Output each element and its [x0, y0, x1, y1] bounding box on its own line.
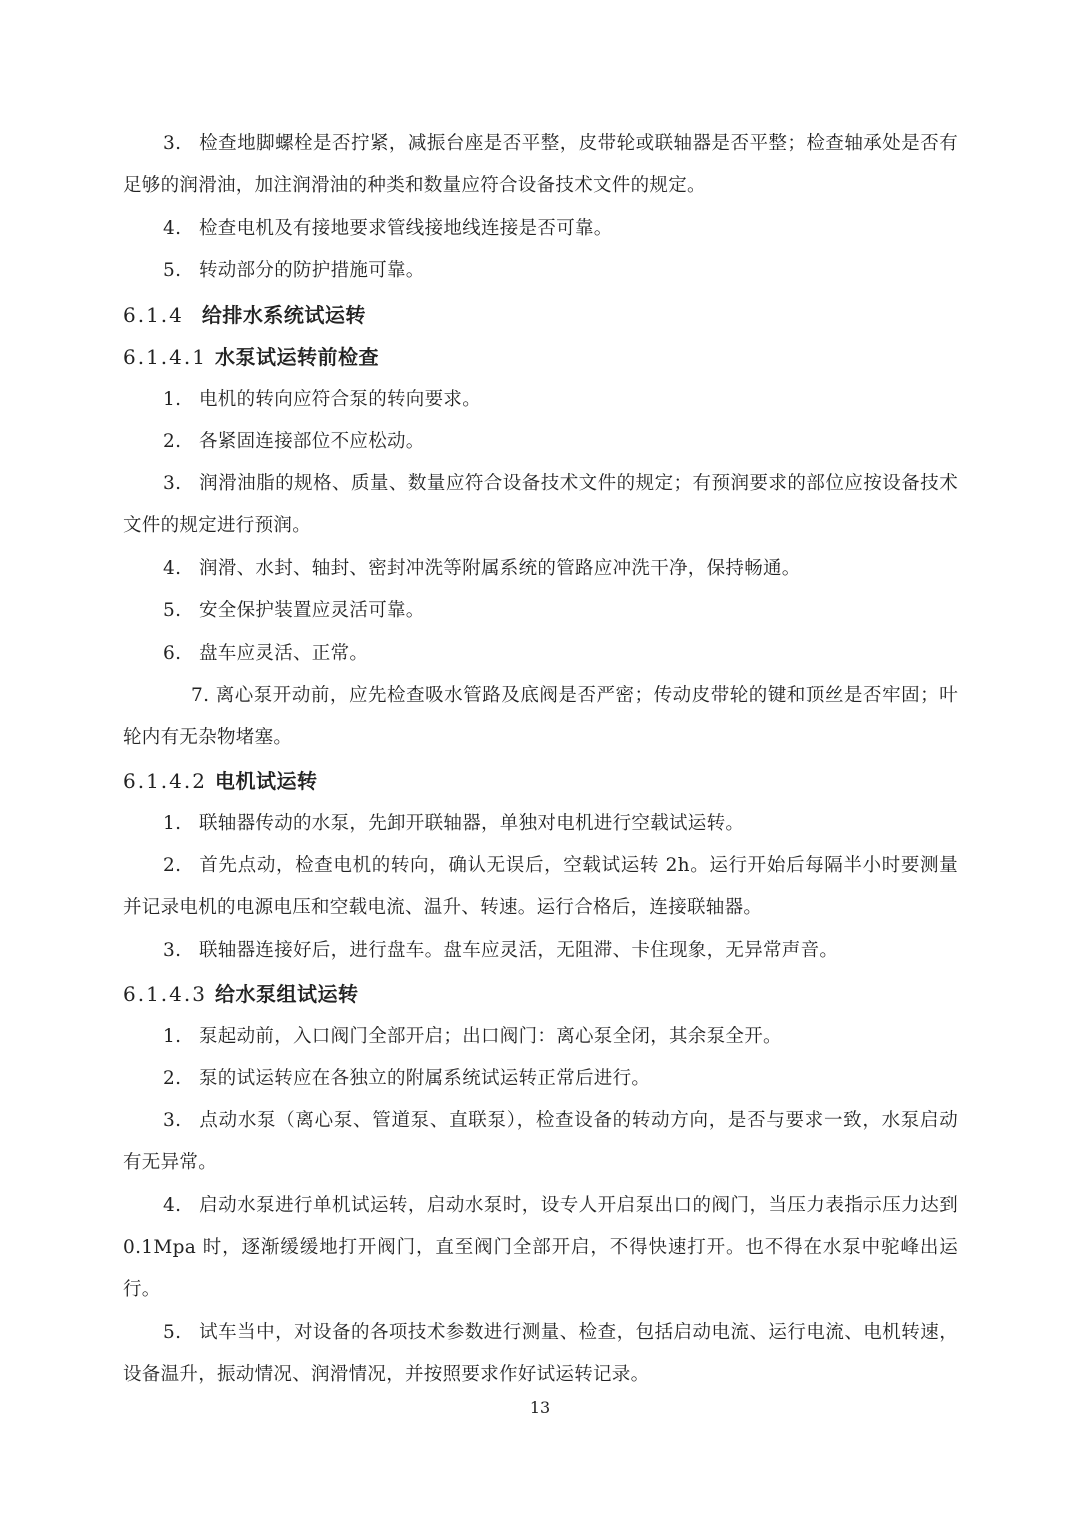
- page-number: 13: [529, 1398, 551, 1417]
- section-heading-6-1-4: [123, 301, 366, 329]
- heading-number: 6.1.4: [123, 303, 184, 327]
- item-number: 6.: [163, 643, 182, 664]
- item-number: 2.: [163, 1068, 182, 1089]
- item-number: 1.: [163, 389, 182, 410]
- item-text: 试车当中，对设备的各项技术参数进行测量、检查，包括启动电流、运行电流、电机转速，设备温升，振动情况、润滑情况，并按照要求作好试运转记录。: [123, 1322, 958, 1385]
- list-item: [123, 1016, 958, 1058]
- list-item: [123, 463, 958, 547]
- list-item: [123, 548, 958, 590]
- list-item: [123, 930, 958, 972]
- list-item: [123, 379, 958, 421]
- heading-number: 6.1.4.2: [123, 769, 207, 793]
- item-text: 点动水泵（离心泵、管道泵、直联泵），检查设备的转动方向，是否与要求一致，水泵启动有无异常。: [123, 1110, 958, 1173]
- item-text: 转动部分的防护措施可靠。: [199, 260, 425, 281]
- item-text: 泵的试运转应在各独立的附属系统试运转正常后进行。: [199, 1068, 651, 1089]
- section-heading-6-1-4-3: [123, 980, 358, 1008]
- item-number: 7.: [191, 685, 210, 706]
- item-text: 检查电机及有接地要求管线接地线连接是否可靠。: [199, 218, 613, 239]
- item-text: 安全保护装置应灵活可靠。: [199, 600, 425, 621]
- heading-title: 给排水系统试运转: [201, 303, 366, 327]
- list-item: [123, 803, 958, 845]
- heading-number: 6.1.4.3: [123, 982, 207, 1006]
- list-item: [123, 633, 958, 675]
- heading-number: 6.1.4.1: [123, 345, 207, 369]
- item-number: 3.: [163, 940, 182, 961]
- heading-title: 给水泵组试运转: [214, 982, 359, 1006]
- item-number: 5.: [163, 260, 182, 281]
- list-item: [123, 421, 958, 463]
- item-text: 润滑、水封、轴封、密封冲洗等附属系统的管路应冲洗干净，保持畅通。: [199, 558, 801, 579]
- list-item: [123, 675, 958, 759]
- section-heading-6-1-4-2: [123, 767, 317, 795]
- item-text: 泵起动前，入口阀门全部开启；出口阀门：离心泵全闭，其余泵全开。: [199, 1026, 782, 1047]
- item-number: 4.: [163, 1195, 182, 1216]
- item-text: 首先点动，检查电机的转向，确认无误后，空载试运转 2h。运行开始后每隔半小时要测量并记录电机的电源电压和空载电流、温升、转速。运行合格后，连接联轴器。: [123, 855, 958, 918]
- list-item: [123, 208, 958, 250]
- item-number: 1.: [163, 1026, 182, 1047]
- heading-title: 水泵试运转前检查: [214, 345, 379, 369]
- item-number: 3.: [163, 473, 182, 494]
- item-number: 3.: [163, 1110, 182, 1131]
- item-number: 1.: [163, 813, 182, 834]
- item-text: 各紧固连接部位不应松动。: [199, 431, 425, 452]
- list-item: [123, 1100, 958, 1184]
- item-number: 4.: [163, 558, 182, 579]
- item-text: 润滑油脂的规格、质量、数量应符合设备技术文件的规定；有预润要求的部位应按设备技术文件的规定进行预润。: [123, 473, 958, 536]
- item-text: 启动水泵进行单机试运转，启动水泵时，设专人开启泵出口的阀门，当压力表指示压力达到 0.1Mpa 时，逐渐缓缓地打开阀门，直至阀门全部开启，不得快速打开。也不得在水泵中驼峰出运行。: [123, 1195, 958, 1300]
- heading-title: 电机试运转: [214, 769, 318, 793]
- item-text: 检查地脚螺栓是否拧紧，减振台座是否平整，皮带轮或联轴器是否平整；检查轴承处是否有足够的润滑油，加注润滑油的种类和数量应符合设备技术文件的规定。: [123, 133, 958, 196]
- list-item: [123, 590, 958, 632]
- item-text: 盘车应灵活、正常。: [199, 643, 369, 664]
- item-number: 5.: [163, 600, 182, 621]
- item-number: 2.: [163, 855, 182, 876]
- item-number: 3.: [163, 133, 182, 154]
- list-item: [123, 1058, 958, 1100]
- section-heading-6-1-4-1: [123, 343, 379, 371]
- item-text: 离心泵开动前，应先检查吸水管路及底阀是否严密；传动皮带轮的键和顶丝是否牢固；叶轮内有无杂物堵塞。: [123, 685, 958, 748]
- item-text: 联轴器连接好后，进行盘车。盘车应灵活，无阻滞、卡住现象，无异常声音。: [199, 940, 839, 961]
- list-item: [123, 1185, 958, 1311]
- list-item: [123, 123, 958, 207]
- item-text: 联轴器传动的水泵，先卸开联轴器，单独对电机进行空载试运转。: [199, 813, 745, 834]
- item-number: 4.: [163, 218, 182, 239]
- list-item: [123, 1312, 958, 1396]
- item-number: 5.: [163, 1322, 182, 1343]
- item-text: 电机的转向应符合泵的转向要求。: [199, 389, 482, 410]
- list-item: [123, 250, 958, 292]
- item-number: 2.: [163, 431, 182, 452]
- list-item: [123, 845, 958, 929]
